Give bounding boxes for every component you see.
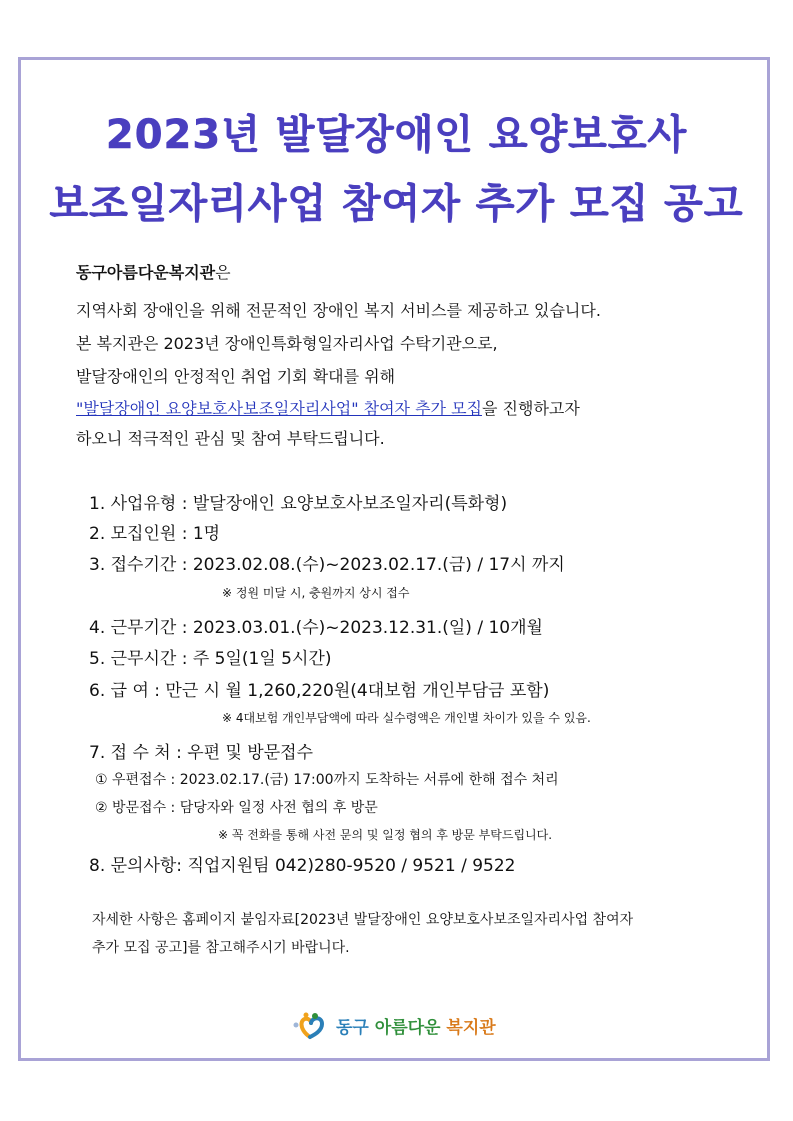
note-visit: ※ 꼭 전화를 통해 사전 문의 및 일정 협의 후 방문 부탁드립니다. <box>218 828 553 842</box>
sub-visit-application: ② 방문접수 : 담당자와 일정 사전 협의 후 방문 <box>95 800 378 816</box>
intro-line-3: 본 복지관은 2023년 장애인특화형일자리사업 수탁기관으로, <box>76 334 498 353</box>
sub-mail-application: ① 우편접수 : 2023.02.17.(금) 17:00까지 도착하는 서류에 한해 접수 처리 <box>95 772 559 788</box>
item-reception: 7. 접 수 처 : 우편 및 방문접수 <box>89 743 313 763</box>
title-line-1: 2023년 발달장애인 요양보호사 <box>105 112 688 158</box>
welfare-center-logo <box>290 1008 496 1042</box>
intro-line-1 <box>76 263 231 283</box>
closing-line-2: 추가 모집 공고]를 참고해주시기 바랍니다. <box>92 940 350 956</box>
note-insurance: ※ 4대보험 개인부담액에 따라 실수령액은 개인별 차이가 있을 수 있음. <box>222 711 591 725</box>
logo-text-donggu: 동구 <box>336 1017 369 1038</box>
item-business-type: 1. 사업유형 : 발달장애인 요양보호사보조일자리(특화형) <box>89 494 508 514</box>
item-inquiry: 8. 문의사항: 직업지원팀 042)280-9520 / 9521 / 9522 <box>89 856 516 876</box>
item-salary: 6. 급 여 : 만근 시 월 1,260,220원(4대보험 개인부담금 포함) <box>89 681 550 701</box>
intro-line-2: 지역사회 장애인을 위해 전문적인 장애인 복지 서비스를 제공하고 있습니다. <box>76 301 601 320</box>
title-line-2: 보조일자리사업 참여자 추가 모집 공고 <box>49 181 744 227</box>
item-application-period: 3. 접수기간 : 2023.02.08.(수)~2023.02.17.(금) / 17시 까지 <box>89 555 565 575</box>
closing-line-1: 자세한 사항은 홈페이지 붙임자료[2023년 발달장애인 요양보호사보조일자리사업 참여자 <box>92 912 634 928</box>
intro-line-5-suffix: 을 진행하고자 <box>482 399 580 418</box>
intro-line-5 <box>76 399 580 419</box>
item-headcount: 2. 모집인원 : 1명 <box>89 524 221 544</box>
item-work-period: 4. 근무기간 : 2023.03.01.(수)~2023.12.31.(일) / 10개월 <box>89 618 543 638</box>
intro-line-6: 하오니 적극적인 관심 및 참여 부탁드립니다. <box>76 429 385 448</box>
org-name: 동구아름다운복지관 <box>76 263 216 282</box>
intro-line-4: 발달장애인의 안정적인 취업 기회 확대를 위해 <box>76 367 396 386</box>
recruit-link[interactable]: "발달장애인 요양보호사보조일자리사업" 참여자 추가 모집 <box>76 399 483 418</box>
note-recruitment: ※ 정원 미달 시, 충원까지 상시 접수 <box>222 586 410 600</box>
logo-text-bokjigwan: 복지관 <box>446 1017 496 1038</box>
item-work-hours: 5. 근무시간 : 주 5일(1일 5시간) <box>89 649 332 669</box>
heart-people-logo-icon <box>290 1009 330 1041</box>
org-suffix: 은 <box>215 263 231 282</box>
logo-text-areumdaun: 아름다운 <box>374 1017 441 1038</box>
